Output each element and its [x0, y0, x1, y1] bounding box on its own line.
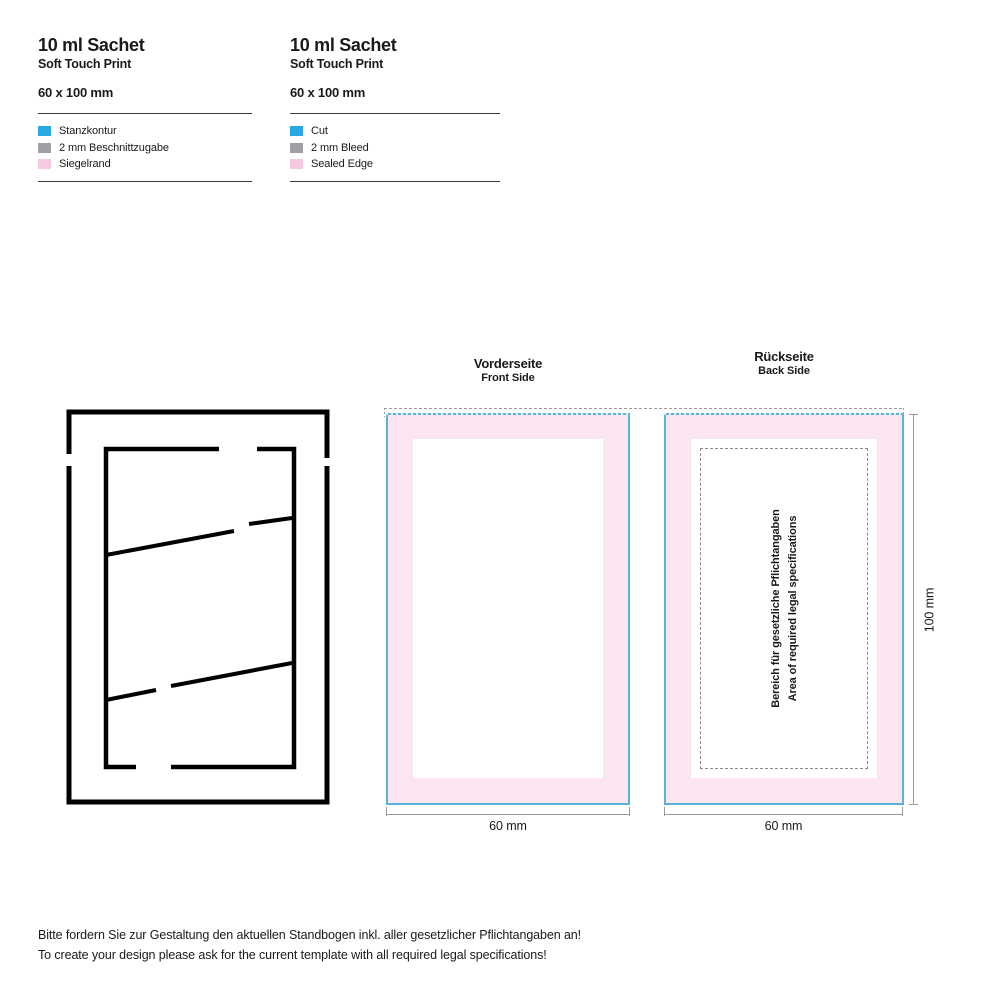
sachet-outline-drawing: [64, 406, 332, 808]
bleed-dashed-stub-left: [384, 408, 385, 417]
legend-item-sealed-edge: [290, 156, 500, 173]
height-dimension-label-wrap: [913, 414, 945, 805]
legend-item-bleed: [290, 139, 500, 156]
sealed-edge-color-swatch: [38, 159, 51, 169]
front-side-label: [386, 356, 630, 384]
front-template-cut-box: [386, 413, 630, 805]
legend-item-bleed: [38, 139, 252, 156]
divider: [38, 113, 252, 114]
legend-english: [290, 123, 500, 173]
back-width-dimension-line: [664, 814, 903, 815]
bleed-dashed-line: [384, 408, 904, 409]
back-bleed-overlay: [664, 413, 904, 415]
front-print-area: [413, 439, 603, 778]
front-bleed-overlay: [386, 413, 630, 415]
bleed-color-swatch: [38, 143, 51, 153]
footer-note-en: To create your design please ask for the current template with all required legal specifications!: [38, 948, 547, 962]
legend-label: Cut: [311, 125, 328, 138]
legend-label: 2 mm Bleed: [311, 141, 369, 154]
footer-note-de: Bitte fordern Sie zur Gestaltung den aktuellen Standbogen inkl. aller gesetzlicher Pflichtangaben an!: [38, 928, 582, 942]
legend-label: 2 mm Beschnittzugabe: [59, 141, 169, 154]
product-dimensions: 60 x 100 mm: [290, 84, 366, 100]
legal-specifications-text: [768, 509, 801, 708]
dimension-tick: [386, 807, 387, 816]
divider: [290, 181, 500, 182]
back-width-dimension-label: 60 mm: [764, 819, 803, 833]
back-side-label-de: Rückseite: [754, 349, 814, 364]
dimension-tick: [664, 807, 665, 816]
dimension-tick: [902, 807, 903, 816]
product-title: 10 ml Sachet: [290, 35, 397, 55]
legend-german: [38, 123, 252, 173]
front-width-dimension-label: 60 mm: [489, 819, 527, 833]
divider: [290, 113, 500, 114]
divider: [38, 181, 252, 182]
front-side-label-en: Front Side: [481, 372, 535, 384]
product-title: 10 ml Sachet: [38, 35, 145, 55]
height-dimension-label: 100 mm: [922, 587, 936, 632]
cut-color-swatch: [290, 126, 303, 136]
sealed-edge-color-swatch: [290, 159, 303, 169]
front-width-dimension-line: [386, 814, 630, 815]
legend-item-cut: [290, 123, 500, 140]
cut-color-swatch: [38, 126, 51, 136]
product-subtitle: Soft Touch Print: [290, 56, 384, 71]
back-template-cut-box: [664, 413, 904, 805]
bleed-color-swatch: [290, 143, 303, 153]
product-dimensions: 60 x 100 mm: [38, 84, 114, 100]
back-side-label-en: Back Side: [758, 365, 810, 377]
legend-item-sealed-edge: [38, 156, 252, 173]
footer-note: [38, 925, 581, 965]
front-side-label-de: Vorderseite: [473, 356, 543, 371]
legend-label: Siegelrand: [59, 158, 111, 171]
legend-item-cut: [38, 123, 252, 140]
info-block-english: [290, 36, 500, 182]
back-print-area: [691, 439, 877, 778]
dimension-tick: [629, 807, 630, 816]
info-block-german: [38, 36, 252, 182]
legend-label: Stanzkontur: [59, 125, 117, 138]
product-subtitle: Soft Touch Print: [38, 56, 132, 71]
legal-text-de: Bereich für gesetzliche Pflichtangaben: [769, 509, 782, 708]
legend-label: Sealed Edge: [311, 158, 373, 171]
legal-specifications-area: [700, 448, 868, 769]
back-side-label: [664, 349, 904, 377]
legal-text-en: Area of required legal specifications: [786, 515, 798, 702]
